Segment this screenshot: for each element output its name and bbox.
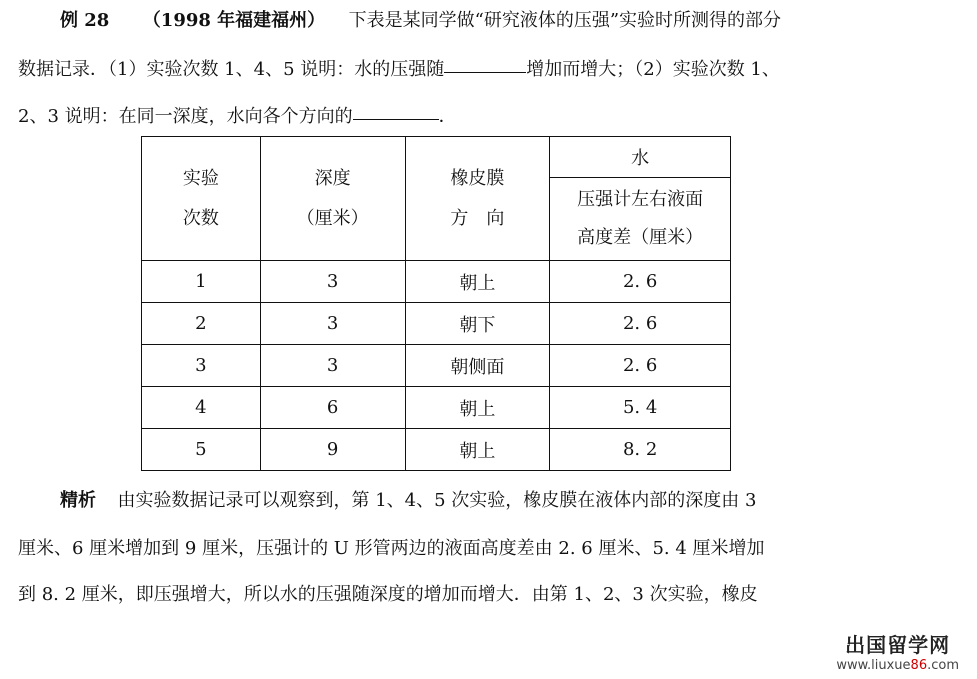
- fill-blank-2: [353, 118, 439, 120]
- cell-depth: 6: [260, 387, 405, 429]
- question-text-2b: 增加而增大；（2）实验次数 1、: [526, 59, 780, 80]
- table-row: [142, 345, 731, 387]
- question-text-3a: 2、3 说明：在同一深度，水向各个方向的: [18, 106, 353, 127]
- site-watermark: [836, 629, 959, 673]
- analysis-text-1: 由实验数据记录可以观察到，第 1、4、5 次实验，橡皮膜在液体内部的深度由 3: [117, 490, 757, 511]
- cell-direction: 朝下: [405, 303, 550, 345]
- cell-height-diff: 2. 6: [550, 303, 731, 345]
- fill-blank-1: [444, 71, 526, 73]
- question-line-1: [60, 6, 781, 32]
- analysis-line-1: [60, 486, 756, 512]
- cell-direction: 朝上: [405, 429, 550, 471]
- cell-height-diff: 8. 2: [550, 429, 731, 471]
- analysis-line-2: [18, 534, 765, 560]
- watermark-name: 出国留学网: [845, 633, 951, 657]
- question-text-2a: 数据记录．（1）实验次数 1、4、5 说明：水的压强随: [18, 59, 445, 80]
- header-height-difference: 压强计左右液面 高度差（厘米）: [550, 178, 731, 261]
- header-depth: 深度 （厘米）: [260, 137, 405, 261]
- header-membrane-direction: 橡皮膜 方 向: [405, 137, 550, 261]
- cell-trial: 2: [142, 303, 261, 345]
- header-water-group: 水: [550, 137, 731, 178]
- example-source: （1998 年福建福州）: [142, 10, 326, 31]
- cell-depth: 9: [260, 429, 405, 471]
- analysis-label: 精析: [60, 490, 96, 511]
- analysis-text-3: 到 8. 2 厘米，即压强增大，所以水的压强随深度的增加而增大．由第 1、2、3 次实验，橡皮: [18, 584, 758, 605]
- question-line-2: [18, 55, 780, 81]
- cell-trial: 5: [142, 429, 261, 471]
- question-line-3: [18, 102, 457, 128]
- table-row: [142, 429, 731, 471]
- cell-height-diff: 5. 4: [550, 387, 731, 429]
- header-trial-number: 实验 次数: [142, 137, 261, 261]
- cell-trial: 4: [142, 387, 261, 429]
- cell-depth: 3: [260, 345, 405, 387]
- cell-direction: 朝上: [405, 261, 550, 303]
- table-row: [142, 387, 731, 429]
- table-row: [142, 261, 731, 303]
- table-row: [142, 303, 731, 345]
- cell-depth: 3: [260, 303, 405, 345]
- experiment-table: [141, 136, 731, 471]
- question-text-1: 下表是某同学做“研究液体的压强”实验时所测得的部分: [348, 10, 782, 31]
- analysis-text-2: 厘米、6 厘米增加到 9 厘米，压强计的 U 形管两边的液面高度差由 2. 6 厘米、5. 4 厘米增加: [18, 538, 765, 559]
- watermark-url: www.liuxue86.com: [836, 658, 959, 673]
- cell-trial: 3: [142, 345, 261, 387]
- example-label: 例 28: [60, 10, 110, 31]
- cell-trial: 1: [142, 261, 261, 303]
- analysis-line-3: [18, 580, 758, 606]
- cell-height-diff: 2. 6: [550, 345, 731, 387]
- cell-height-diff: 2. 6: [550, 261, 731, 303]
- cell-depth: 3: [260, 261, 405, 303]
- cell-direction: 朝上: [405, 387, 550, 429]
- question-text-3b: ．: [438, 106, 457, 127]
- cell-direction: 朝侧面: [405, 345, 550, 387]
